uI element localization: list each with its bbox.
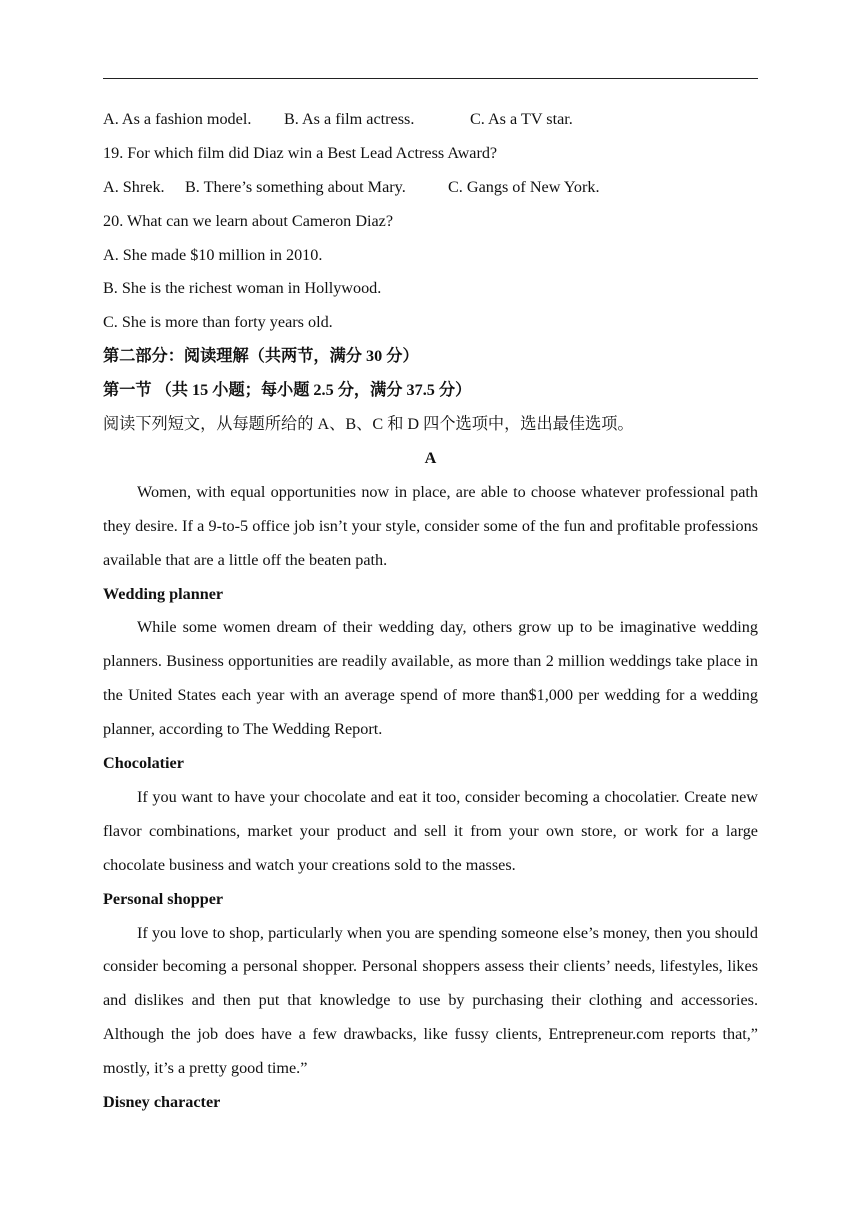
q20-option-a: A. She made $10 million in 2010. bbox=[103, 245, 323, 264]
q18-option-a: A. As a fashion model. bbox=[103, 110, 252, 128]
q20-option-b: B. She is the richest woman in Hollywood. bbox=[103, 279, 382, 298]
q19-question: 19. For which film did Diaz win a Best Lead Actress Award? bbox=[103, 143, 498, 162]
heading-personal-shopper: Personal shopper bbox=[103, 889, 224, 908]
q19-option-b: B. There’s something about Mary. bbox=[185, 177, 406, 196]
q20-option-c: C. She is more than forty years old. bbox=[103, 313, 333, 332]
heading-wedding-planner: Wedding planner bbox=[103, 584, 224, 603]
part-title: 第二部分：阅读理解（共两节，满分 30 分） bbox=[103, 347, 419, 366]
personal-shopper-text: If you love to shop, particularly when you are spending someone else’s money, then you should consider becoming a personal shopper. Personal shoppers assess their clients’ needs, lifestyles, likes and dislikes and then put that knowledge to use by purchasing their clothing and accessories. Although the job does have a few drawbacks, like fussy clients, Entrepreneur.com reports that,” mostly, it’s a pretty good time.” bbox=[103, 923, 758, 1078]
q19-options bbox=[103, 171, 758, 205]
passage-letter: A bbox=[424, 448, 437, 467]
instructions: 阅读下列短文，从每题所给的 A、B、C 和 D 四个选项中，选出最佳选项。 bbox=[103, 415, 634, 434]
q18-option-b: B. As a film actress. bbox=[284, 110, 415, 128]
q18-option-c: C. As a TV star. bbox=[470, 110, 573, 128]
q18-options bbox=[103, 103, 758, 137]
wedding-planner-text: While some women dream of their wedding day, others grow up to be imaginative wedding planners. Business opportunities are readily available, as more than 2 million weddings take place in the United States each year with an average spend of more than$1,000 per wedding for a wedding planner, according to The Wedding Report. bbox=[103, 618, 758, 739]
subsection-title: 第一节 （共 15 小题；每小题 2.5 分，满分 37.5 分） bbox=[103, 381, 472, 400]
passage-intro: Women, with equal opportunities now in place, are able to choose whatever professional path they desire. If a 9-to-5 office job isn’t your style, consider some of the fun and profitable professions available that are a little off the beaten path. bbox=[103, 482, 758, 569]
q19-option-a: A. Shrek. bbox=[103, 177, 165, 196]
header-rule bbox=[103, 78, 758, 79]
page-content bbox=[103, 103, 758, 1120]
q20-question: 20. What can we learn about Cameron Diaz? bbox=[103, 211, 394, 230]
heading-chocolatier: Chocolatier bbox=[103, 754, 184, 773]
chocolatier-text: If you want to have your chocolate and eat it too, consider becoming a chocolatier. Create new flavor combinations, market your product and sell it from your own store, or work for a large chocolate business and watch your creations sold to the masses. bbox=[103, 787, 758, 874]
q19-option-c: C. Gangs of New York. bbox=[448, 177, 600, 196]
heading-disney-character: Disney character bbox=[103, 1093, 221, 1112]
